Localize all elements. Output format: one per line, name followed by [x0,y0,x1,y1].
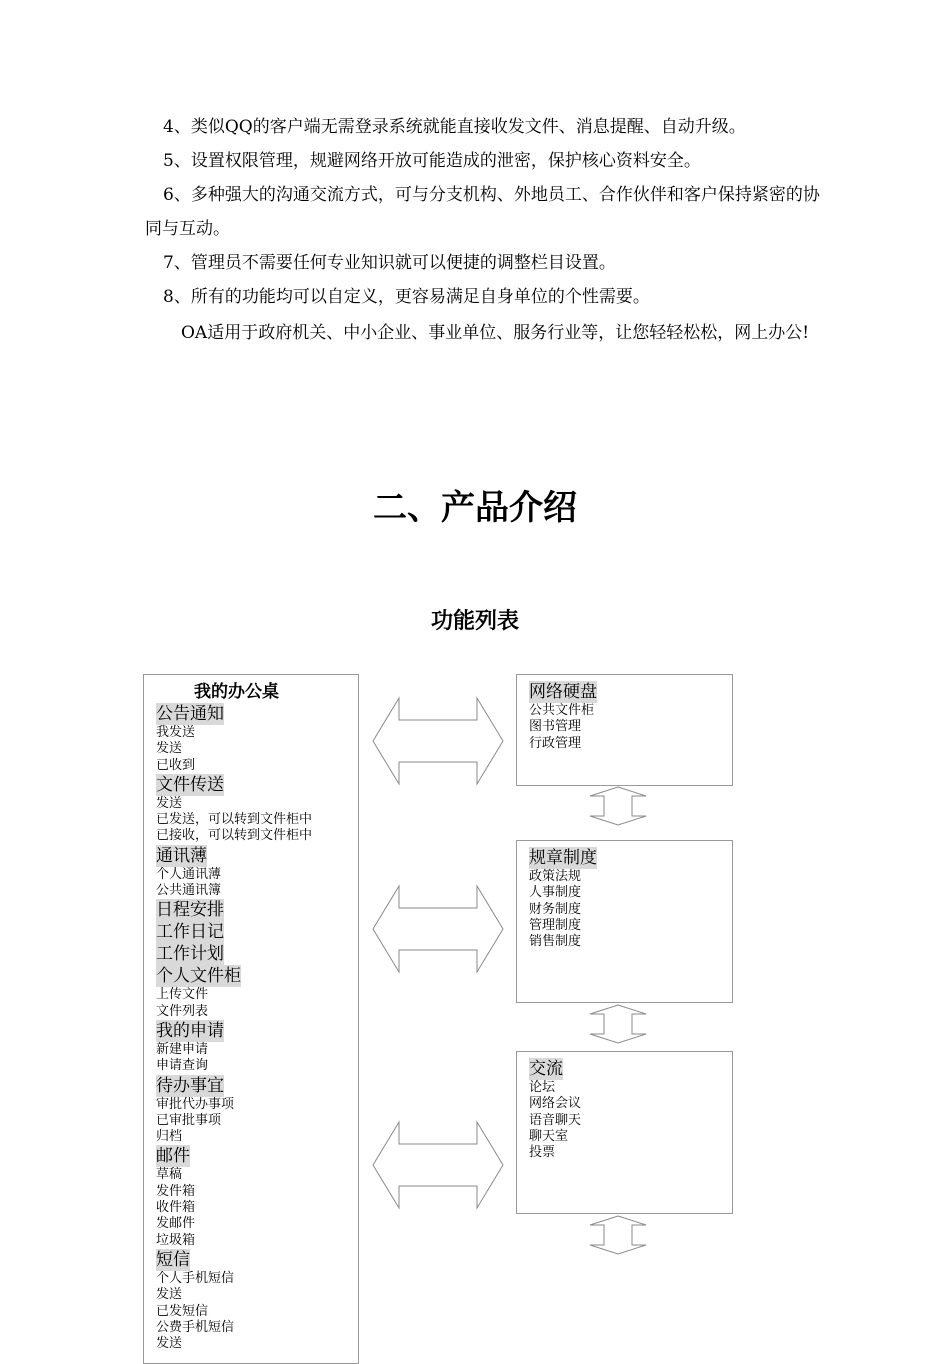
communication-box [516,1051,733,1214]
desk-item: 已审批事项 [156,1112,222,1128]
desk-group [156,1020,358,1075]
vertical-double-arrow-icon [588,1004,648,1044]
box-items [529,1080,732,1161]
vertical-double-arrow-icon [588,786,648,826]
desk-item: 公费手机短信 [156,1319,235,1335]
desk-group-header: 日程安排 [156,900,224,921]
paragraph-8: 8、所有的功能均可以自定义，更容易满足自身单位的个性需要。 [163,287,650,307]
box-item: 图书管理 [529,719,582,735]
box-item: 公共文件柜 [529,703,595,718]
desk-title: 我的办公桌 [194,682,279,702]
desk-item: 公共通讯簿 [156,883,222,899]
paragraph-5: 5、设置权限管理，规避网络开放可能造成的泄密，保护核心资料安全。 [163,151,701,171]
desk-item: 发送 [156,741,183,757]
double-arrow-icon [372,1121,504,1209]
desk-group [156,921,358,943]
desk-item: 已发短信 [156,1303,209,1319]
desk-group-header: 文件传送 [156,774,224,795]
desk-item: 我发送 [156,725,196,740]
desk-item: 已收到 [156,757,196,773]
desk-item: 发件箱 [156,1183,196,1199]
desk-group [156,965,358,1020]
box-item: 聊天室 [529,1128,569,1144]
box-item: 人事制度 [529,885,582,901]
desk-group [156,1075,358,1146]
desk-group-header: 个人文件柜 [156,966,241,987]
desk-item: 新建申请 [156,1041,209,1057]
paragraph-4: 4、类似QQ的客户端无需登录系统就能直接收发文件、消息提醒、自动升级。 [163,117,746,137]
desk-item: 申请查询 [156,1058,209,1074]
section-title: 二、产品介绍 [373,488,577,528]
box-header: 交流 [529,1059,563,1079]
vertical-double-arrow-icon [588,1215,648,1255]
box-item: 投票 [529,1145,556,1161]
box-item: 语音聊天 [529,1112,582,1128]
network-disk-box [516,674,733,786]
desk-group [156,774,358,845]
desk-item: 发送 [156,795,183,811]
desk-box [143,674,359,1364]
paragraph-7: 7、管理员不需要任何专业知识就可以便捷的调整栏目设置。 [163,253,616,273]
box-item: 政策法规 [529,869,582,884]
desk-item: 已发送，可以转到文件柜中 [156,812,313,828]
desk-group [156,1249,358,1352]
desk-item: 文件列表 [156,1003,209,1019]
box-item: 管理制度 [529,917,582,933]
desk-item: 收件箱 [156,1200,196,1216]
desk-group-header: 我的申请 [156,1020,224,1041]
box-header: 网络硬盘 [529,682,597,702]
desk-item: 已接收，可以转到文件柜中 [156,828,313,844]
desk-group-header: 短信 [156,1249,190,1270]
box-items [529,869,732,950]
box-item: 网络会议 [529,1096,582,1112]
desk-item: 发送 [156,1336,183,1352]
box-item: 销售制度 [529,934,582,950]
desk-group-header: 工作日记 [156,922,224,943]
box-item: 财务制度 [529,901,582,917]
desk-group [156,845,358,900]
paragraph-oa: OA适用于政府机关、中小企业、事业单位、服务行业等，让您轻轻松松，网上办公! [181,323,810,343]
double-arrow-icon [372,697,504,785]
desk-group-header: 待办事宜 [156,1075,224,1096]
desk-group-header: 通讯薄 [156,845,207,866]
desk-item: 归档 [156,1129,183,1145]
desk-item: 垃圾箱 [156,1232,196,1248]
desk-group-header: 公告通知 [156,704,224,724]
box-item: 行政管理 [529,735,582,751]
desk-group-header: 邮件 [156,1146,190,1167]
desk-item: 发送 [156,1287,183,1303]
desk-item: 个人手机短信 [156,1270,235,1286]
desk-group [156,943,358,965]
desk-group [156,1145,358,1248]
double-arrow-icon [372,885,504,973]
desk-item: 发邮件 [156,1216,196,1232]
desk-item: 草稿 [156,1167,183,1183]
regulations-box [516,840,733,1003]
desk-groups [156,703,358,1352]
box-header: 规章制度 [529,848,597,868]
desk-item: 审批代办事项 [156,1096,235,1112]
desk-group [156,703,358,774]
desk-item: 个人通讯薄 [156,866,222,882]
desk-group [156,899,358,921]
desk-item: 上传文件 [156,987,209,1003]
box-item: 论坛 [529,1080,556,1095]
desk-group-header: 工作计划 [156,944,224,965]
box-items [529,703,732,752]
subsection-title: 功能列表 [430,609,519,634]
paragraph-6: 6、多种强大的沟通交流方式，可与分支机构、外地员工、合作伙伴和客户保持紧密的协同与互动。 [145,185,820,239]
